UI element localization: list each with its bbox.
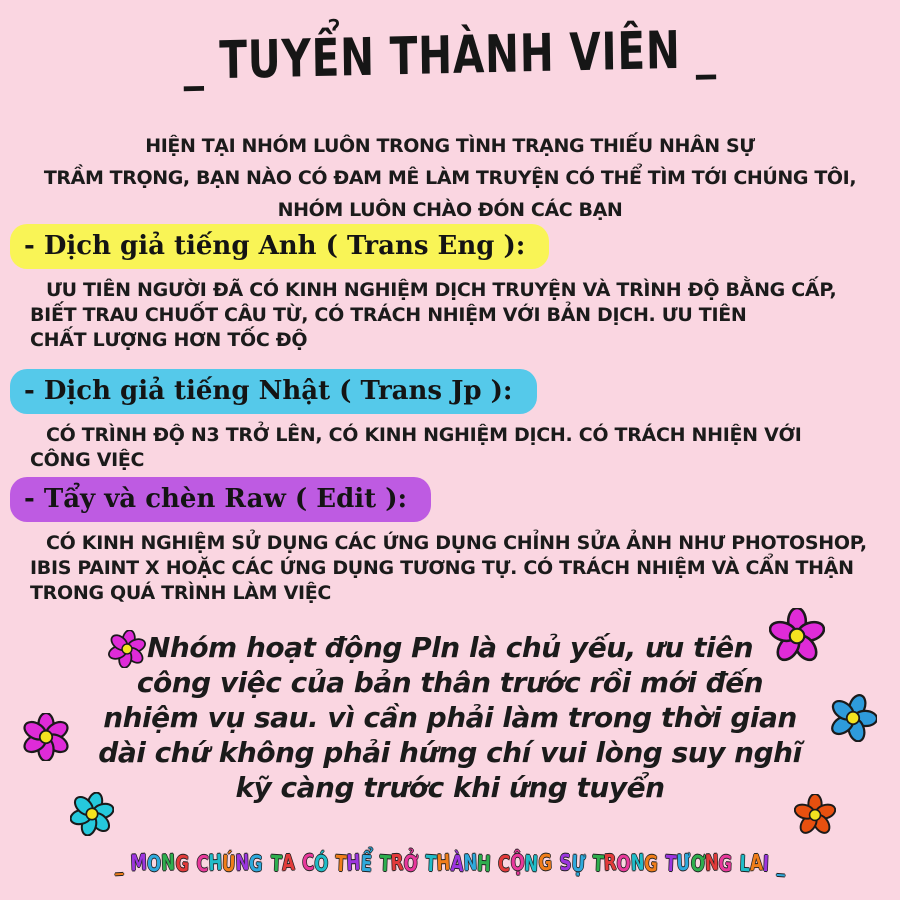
footer-letter: G bbox=[174, 851, 190, 878]
footer-letter: T bbox=[592, 851, 605, 878]
section-body-trans-eng bbox=[30, 278, 900, 353]
note-line: công việc của bản thân trước rồi mới đến bbox=[136, 666, 764, 699]
flower-icon bbox=[794, 794, 836, 836]
footer-letter: N bbox=[235, 850, 250, 877]
section-heading-edit: - Tẩy và chèn Raw ( Edit ): bbox=[10, 477, 431, 522]
footer-letter: C bbox=[497, 851, 511, 878]
footer-letter: Ự bbox=[570, 851, 586, 878]
footer-letter: Ơ bbox=[689, 851, 706, 878]
footer-letter: _ bbox=[776, 851, 786, 878]
flower-icon bbox=[70, 792, 114, 836]
footer-letter: _ bbox=[114, 850, 124, 877]
footer-letter: H bbox=[346, 850, 362, 877]
section-heading-trans-jp: - Dịch giả tiếng Nhật ( Trans Jp ): bbox=[10, 369, 537, 414]
footer-letter: Ư bbox=[676, 850, 691, 877]
footer-letter: Ú bbox=[221, 851, 237, 878]
footer-letter: N bbox=[160, 850, 176, 877]
footer-letter: G bbox=[643, 851, 659, 878]
flower-icon bbox=[70, 792, 114, 836]
footer-letter: Ể bbox=[360, 851, 373, 878]
footer-letter: N bbox=[704, 850, 720, 877]
footer-letter: I bbox=[762, 851, 770, 878]
footer-letter: T bbox=[664, 851, 678, 878]
footer-text bbox=[113, 852, 788, 877]
intro-line: NHÓM LUÔN CHÀO ĐÓN CÁC BẠN bbox=[277, 199, 623, 221]
flower-icon bbox=[22, 713, 70, 761]
note-line: Nhóm hoạt động Pln là chủ yếu, ưu tiên bbox=[146, 631, 754, 664]
footer-letter: R bbox=[390, 850, 404, 877]
footer-letter: O bbox=[146, 851, 162, 878]
footer-letter: H bbox=[207, 850, 223, 877]
page-title: _ TUYỂN THÀNH VIÊN _ bbox=[182, 20, 718, 92]
footer-letter: T bbox=[269, 851, 283, 878]
section-trans-eng bbox=[0, 224, 900, 353]
body-line: CÔNG VIỆC bbox=[30, 449, 145, 471]
footer-letter: A bbox=[749, 850, 764, 877]
footer-letter: C bbox=[195, 851, 209, 878]
footer-letter: R bbox=[603, 850, 617, 877]
section-body-trans-jp bbox=[30, 423, 900, 473]
section-trans-jp bbox=[0, 369, 900, 473]
footer-letter: Ó bbox=[313, 851, 329, 878]
note-line: nhiệm vụ sau. vì cần phải làm trong thời gian bbox=[103, 701, 797, 734]
body-line: TRONG QUÁ TRÌNH LÀM VIỆC bbox=[30, 582, 332, 604]
intro-text bbox=[0, 130, 900, 226]
flower-icon bbox=[794, 794, 836, 836]
section-body-edit bbox=[30, 531, 900, 606]
intro-line: TRẦM TRỌNG, BẠN NÀO CÓ ĐAM MÊ LÀM TRUYỆN CÓ THỂ TÌM TỚI CHÚNG TÔI, bbox=[43, 167, 857, 189]
footer-letter: G bbox=[718, 851, 733, 878]
flower-icon bbox=[108, 630, 146, 668]
footer-letter: T bbox=[335, 851, 348, 878]
footer-letter: O bbox=[615, 851, 631, 878]
footer-letter: G bbox=[537, 850, 553, 877]
footer-letter: A bbox=[281, 850, 295, 877]
footer-letter: G bbox=[248, 851, 264, 878]
footer-letter: M bbox=[130, 850, 148, 877]
body-line: ƯU TIÊN NGƯỜI ĐÃ CÓ KINH NGHIỆM DỊCH TRUYỆN VÀ TRÌNH ĐỘ BẰNG CẤP, bbox=[46, 279, 837, 301]
flower-icon bbox=[769, 608, 825, 664]
note-line: dài chứ không phải hứng chí vui lòng suy nghĩ bbox=[98, 736, 802, 769]
body-line: CÓ KINH NGHIỆM SỬ DỤNG CÁC ỨNG DỤNG CHỈNH SỬA ẢNH NHƯ PHOTOSHOP, bbox=[46, 532, 867, 554]
footer-letter: Ở bbox=[402, 851, 419, 878]
section-heading-trans-eng: - Dịch giả tiếng Anh ( Trans Eng ): bbox=[10, 224, 549, 269]
footer-letter: H bbox=[476, 851, 492, 878]
flower-icon bbox=[22, 713, 70, 761]
body-line: CÓ TRÌNH ĐỘ N3 TRỞ LÊN, CÓ KINH NGHIỆM DỊCH. CÓ TRÁCH NHIỆN VỚI bbox=[46, 424, 802, 446]
footer-letter: N bbox=[462, 850, 478, 877]
footer-letter: H bbox=[436, 850, 451, 877]
footer-letter: L bbox=[739, 851, 751, 878]
body-line: BIẾT TRAU CHUỐT CÂU TỪ, CÓ TRÁCH NHIỆM VỚI BẢN DỊCH. ƯU TIÊN bbox=[30, 304, 747, 326]
footer-letter: À bbox=[449, 851, 464, 878]
body-line: CHẤT LƯỢNG HƠN TỐC ĐỘ bbox=[30, 329, 308, 351]
footer-letter: T bbox=[424, 851, 438, 878]
footer-letter: Ộ bbox=[509, 850, 525, 877]
footer-letter: N bbox=[523, 851, 539, 878]
flower-icon bbox=[108, 630, 146, 668]
flower-icon bbox=[829, 694, 877, 742]
footer-letter: N bbox=[629, 850, 645, 877]
footer-letter: C bbox=[301, 850, 315, 877]
flower-icon bbox=[769, 608, 825, 664]
section-edit bbox=[0, 477, 900, 606]
footer-letter: S bbox=[558, 850, 572, 877]
footer-letter: T bbox=[378, 851, 392, 878]
body-line: IBIS PAINT X HOẶC CÁC ỨNG DỤNG TƯƠNG TỰ. CÓ TRÁCH NHIỆM VÀ CẨN THẬN bbox=[30, 557, 854, 579]
note-line: kỹ càng trước khi ứng tuyển bbox=[235, 771, 665, 804]
flower-icon bbox=[829, 694, 877, 742]
intro-line: HIỆN TẠI NHÓM LUÔN TRONG TÌNH TRẠNG THIẾU NHÂN SỰ bbox=[145, 135, 755, 157]
